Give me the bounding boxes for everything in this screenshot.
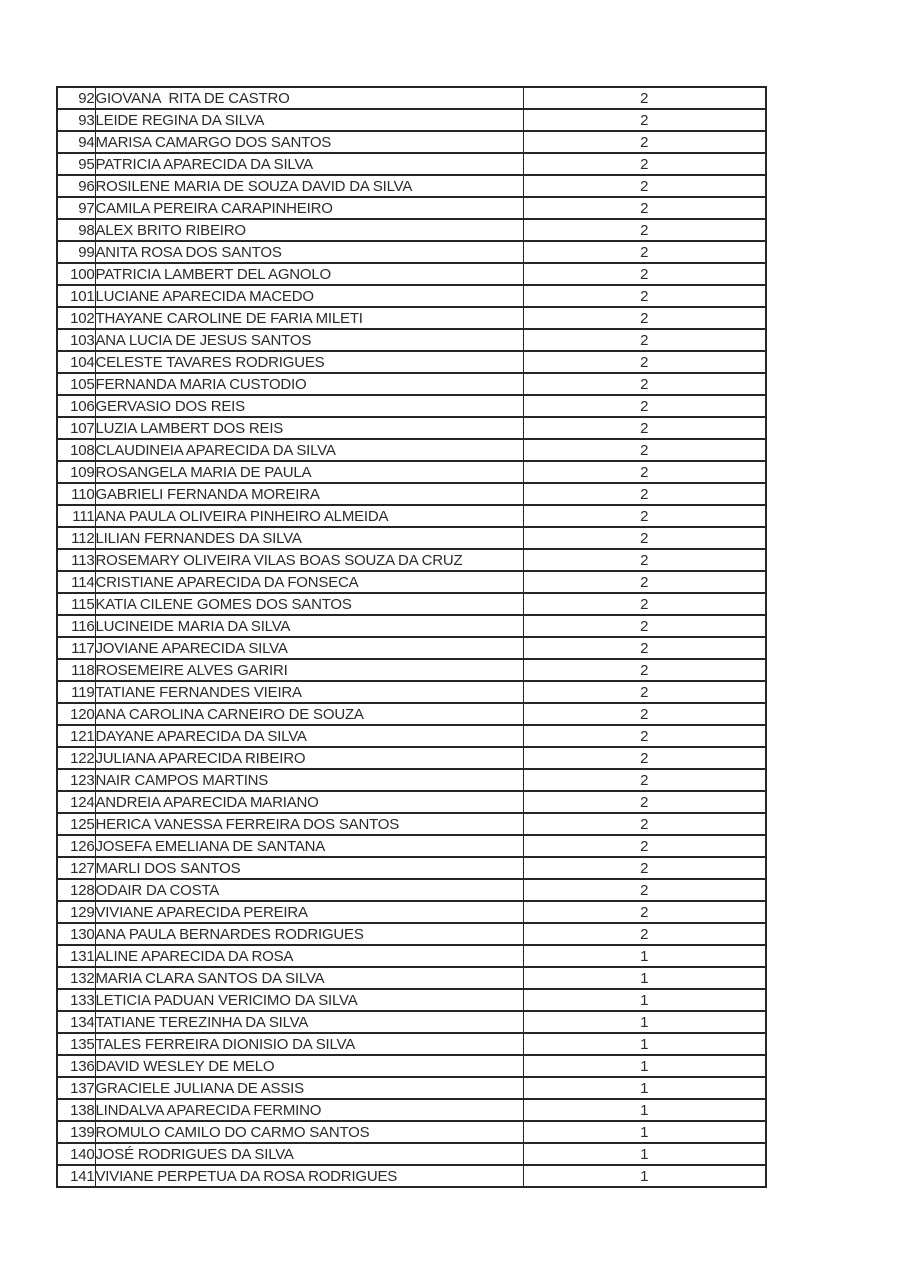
row-name-cell: MARISA CAMARGO DOS SANTOS — [95, 131, 523, 153]
row-number-cell: 105 — [57, 373, 95, 395]
table-row — [57, 791, 766, 813]
row-value-cell: 2 — [523, 395, 766, 417]
table-row — [57, 1099, 766, 1121]
row-value-cell: 1 — [523, 989, 766, 1011]
row-number-cell: 124 — [57, 791, 95, 813]
row-value-cell: 2 — [523, 593, 766, 615]
row-number-cell: 96 — [57, 175, 95, 197]
row-value-cell: 2 — [523, 351, 766, 373]
row-number-cell: 120 — [57, 703, 95, 725]
row-number-cell: 116 — [57, 615, 95, 637]
row-value-cell: 2 — [523, 461, 766, 483]
row-value-cell: 2 — [523, 505, 766, 527]
table-row — [57, 835, 766, 857]
row-number-cell: 99 — [57, 241, 95, 263]
row-number-cell: 103 — [57, 329, 95, 351]
row-name-cell: LUCINEIDE MARIA DA SILVA — [95, 615, 523, 637]
row-value-cell: 1 — [523, 967, 766, 989]
row-name-cell: CAMILA PEREIRA CARAPINHEIRO — [95, 197, 523, 219]
table-row — [57, 1165, 766, 1187]
table-row — [57, 197, 766, 219]
row-value-cell: 1 — [523, 1165, 766, 1187]
row-name-cell: HERICA VANESSA FERREIRA DOS SANTOS — [95, 813, 523, 835]
row-value-cell: 2 — [523, 197, 766, 219]
row-number-cell: 131 — [57, 945, 95, 967]
row-name-cell: LUCIANE APARECIDA MACEDO — [95, 285, 523, 307]
row-name-cell: PATRICIA LAMBERT DEL AGNOLO — [95, 263, 523, 285]
row-name-cell: TATIANE TEREZINHA DA SILVA — [95, 1011, 523, 1033]
table-row — [57, 395, 766, 417]
row-value-cell: 1 — [523, 1077, 766, 1099]
table-row — [57, 571, 766, 593]
row-value-cell: 2 — [523, 109, 766, 131]
row-number-cell: 102 — [57, 307, 95, 329]
table-row — [57, 329, 766, 351]
row-number-cell: 135 — [57, 1033, 95, 1055]
row-number-cell: 110 — [57, 483, 95, 505]
roster-table — [56, 86, 767, 1188]
row-value-cell: 2 — [523, 329, 766, 351]
row-value-cell: 2 — [523, 681, 766, 703]
table-row — [57, 1033, 766, 1055]
row-value-cell: 2 — [523, 901, 766, 923]
table-row — [57, 219, 766, 241]
row-name-cell: CRISTIANE APARECIDA DA FONSECA — [95, 571, 523, 593]
row-number-cell: 121 — [57, 725, 95, 747]
row-name-cell: CLAUDINEIA APARECIDA DA SILVA — [95, 439, 523, 461]
row-number-cell: 115 — [57, 593, 95, 615]
row-name-cell: MARLI DOS SANTOS — [95, 857, 523, 879]
row-name-cell: NAIR CAMPOS MARTINS — [95, 769, 523, 791]
row-number-cell: 112 — [57, 527, 95, 549]
table-row — [57, 703, 766, 725]
row-value-cell: 2 — [523, 153, 766, 175]
row-value-cell: 2 — [523, 219, 766, 241]
row-name-cell: ROSEMARY OLIVEIRA VILAS BOAS SOUZA DA CRUZ — [95, 549, 523, 571]
row-name-cell: JULIANA APARECIDA RIBEIRO — [95, 747, 523, 769]
table-row — [57, 989, 766, 1011]
row-number-cell: 139 — [57, 1121, 95, 1143]
table-row — [57, 1077, 766, 1099]
row-name-cell: JOVIANE APARECIDA SILVA — [95, 637, 523, 659]
table-row — [57, 505, 766, 527]
table-row — [57, 1011, 766, 1033]
row-name-cell: ANA CAROLINA CARNEIRO DE SOUZA — [95, 703, 523, 725]
row-number-cell: 100 — [57, 263, 95, 285]
row-name-cell: ROSANGELA MARIA DE PAULA — [95, 461, 523, 483]
table-row — [57, 417, 766, 439]
row-number-cell: 94 — [57, 131, 95, 153]
row-value-cell: 2 — [523, 923, 766, 945]
table-row — [57, 593, 766, 615]
row-name-cell: DAYANE APARECIDA DA SILVA — [95, 725, 523, 747]
table-row — [57, 637, 766, 659]
table-row — [57, 307, 766, 329]
row-value-cell: 2 — [523, 87, 766, 109]
row-number-cell: 123 — [57, 769, 95, 791]
table-row — [57, 857, 766, 879]
row-name-cell: ANA PAULA OLIVEIRA PINHEIRO ALMEIDA — [95, 505, 523, 527]
row-name-cell: FERNANDA MARIA CUSTODIO — [95, 373, 523, 395]
row-value-cell: 2 — [523, 813, 766, 835]
row-number-cell: 108 — [57, 439, 95, 461]
table-row — [57, 439, 766, 461]
table-row — [57, 813, 766, 835]
row-value-cell: 2 — [523, 373, 766, 395]
row-number-cell: 104 — [57, 351, 95, 373]
table-row — [57, 549, 766, 571]
row-name-cell: VIVIANE APARECIDA PEREIRA — [95, 901, 523, 923]
row-value-cell: 2 — [523, 879, 766, 901]
row-number-cell: 132 — [57, 967, 95, 989]
row-value-cell: 1 — [523, 1121, 766, 1143]
row-name-cell: GABRIELI FERNANDA MOREIRA — [95, 483, 523, 505]
row-value-cell: 2 — [523, 417, 766, 439]
row-name-cell: GRACIELE JULIANA DE ASSIS — [95, 1077, 523, 1099]
row-number-cell: 107 — [57, 417, 95, 439]
row-name-cell: VIVIANE PERPETUA DA ROSA RODRIGUES — [95, 1165, 523, 1187]
row-value-cell: 2 — [523, 439, 766, 461]
row-name-cell: LUZIA LAMBERT DOS REIS — [95, 417, 523, 439]
row-number-cell: 126 — [57, 835, 95, 857]
row-value-cell: 2 — [523, 175, 766, 197]
table-row — [57, 945, 766, 967]
table-row — [57, 901, 766, 923]
row-number-cell: 109 — [57, 461, 95, 483]
row-number-cell: 129 — [57, 901, 95, 923]
row-name-cell: THAYANE CAROLINE DE FARIA MILETI — [95, 307, 523, 329]
row-name-cell: JOSEFA EMELIANA DE SANTANA — [95, 835, 523, 857]
row-value-cell: 2 — [523, 703, 766, 725]
table-row — [57, 769, 766, 791]
row-name-cell: TATIANE FERNANDES VIEIRA — [95, 681, 523, 703]
row-value-cell: 1 — [523, 1099, 766, 1121]
table-row — [57, 373, 766, 395]
row-number-cell: 97 — [57, 197, 95, 219]
row-name-cell: ROMULO CAMILO DO CARMO SANTOS — [95, 1121, 523, 1143]
table-row — [57, 483, 766, 505]
table-row — [57, 109, 766, 131]
row-value-cell: 2 — [523, 791, 766, 813]
row-value-cell: 2 — [523, 659, 766, 681]
row-value-cell: 2 — [523, 285, 766, 307]
row-number-cell: 119 — [57, 681, 95, 703]
table-row — [57, 1143, 766, 1165]
table-row — [57, 263, 766, 285]
row-name-cell: GIOVANA RITA DE CASTRO — [95, 87, 523, 109]
roster-table-body — [57, 87, 766, 1187]
row-name-cell: LEIDE REGINA DA SILVA — [95, 109, 523, 131]
row-value-cell: 2 — [523, 769, 766, 791]
row-name-cell: ALEX BRITO RIBEIRO — [95, 219, 523, 241]
row-value-cell: 2 — [523, 571, 766, 593]
row-value-cell: 2 — [523, 307, 766, 329]
row-number-cell: 113 — [57, 549, 95, 571]
roster-sheet — [56, 86, 767, 1188]
row-name-cell: CELESTE TAVARES RODRIGUES — [95, 351, 523, 373]
row-value-cell: 2 — [523, 725, 766, 747]
row-number-cell: 137 — [57, 1077, 95, 1099]
row-value-cell: 2 — [523, 131, 766, 153]
table-row — [57, 879, 766, 901]
row-name-cell: ROSILENE MARIA DE SOUZA DAVID DA SILVA — [95, 175, 523, 197]
row-name-cell: LINDALVA APARECIDA FERMINO — [95, 1099, 523, 1121]
table-row — [57, 681, 766, 703]
row-name-cell: GERVASIO DOS REIS — [95, 395, 523, 417]
row-number-cell: 134 — [57, 1011, 95, 1033]
table-row — [57, 747, 766, 769]
table-row — [57, 87, 766, 109]
row-value-cell: 2 — [523, 637, 766, 659]
row-name-cell: ROSEMEIRE ALVES GARIRI — [95, 659, 523, 681]
table-row — [57, 967, 766, 989]
row-name-cell: ANA LUCIA DE JESUS SANTOS — [95, 329, 523, 351]
row-number-cell: 140 — [57, 1143, 95, 1165]
row-value-cell: 2 — [523, 857, 766, 879]
row-number-cell: 122 — [57, 747, 95, 769]
table-row — [57, 1055, 766, 1077]
row-number-cell: 101 — [57, 285, 95, 307]
row-name-cell: LILIAN FERNANDES DA SILVA — [95, 527, 523, 549]
table-row — [57, 285, 766, 307]
row-number-cell: 127 — [57, 857, 95, 879]
row-number-cell: 111 — [57, 505, 95, 527]
row-name-cell: JOSÉ RODRIGUES DA SILVA — [95, 1143, 523, 1165]
table-row — [57, 175, 766, 197]
row-number-cell: 128 — [57, 879, 95, 901]
table-row — [57, 1121, 766, 1143]
table-row — [57, 131, 766, 153]
row-number-cell: 95 — [57, 153, 95, 175]
row-name-cell: ANITA ROSA DOS SANTOS — [95, 241, 523, 263]
table-row — [57, 725, 766, 747]
row-name-cell: ANA PAULA BERNARDES RODRIGUES — [95, 923, 523, 945]
row-number-cell: 133 — [57, 989, 95, 1011]
row-name-cell: MARIA CLARA SANTOS DA SILVA — [95, 967, 523, 989]
row-name-cell: ODAIR DA COSTA — [95, 879, 523, 901]
row-value-cell: 2 — [523, 747, 766, 769]
row-value-cell: 2 — [523, 615, 766, 637]
row-value-cell: 2 — [523, 263, 766, 285]
row-number-cell: 114 — [57, 571, 95, 593]
row-value-cell: 2 — [523, 241, 766, 263]
row-name-cell: DAVID WESLEY DE MELO — [95, 1055, 523, 1077]
row-name-cell: ANDREIA APARECIDA MARIANO — [95, 791, 523, 813]
row-number-cell: 117 — [57, 637, 95, 659]
row-number-cell: 92 — [57, 87, 95, 109]
row-value-cell: 1 — [523, 945, 766, 967]
row-value-cell: 1 — [523, 1055, 766, 1077]
row-value-cell: 2 — [523, 835, 766, 857]
row-number-cell: 106 — [57, 395, 95, 417]
row-number-cell: 98 — [57, 219, 95, 241]
table-row — [57, 615, 766, 637]
row-name-cell: PATRICIA APARECIDA DA SILVA — [95, 153, 523, 175]
row-name-cell: TALES FERREIRA DIONISIO DA SILVA — [95, 1033, 523, 1055]
table-row — [57, 923, 766, 945]
table-row — [57, 659, 766, 681]
row-number-cell: 138 — [57, 1099, 95, 1121]
row-number-cell: 93 — [57, 109, 95, 131]
row-value-cell: 1 — [523, 1033, 766, 1055]
row-value-cell: 2 — [523, 549, 766, 571]
table-row — [57, 351, 766, 373]
row-value-cell: 1 — [523, 1011, 766, 1033]
row-name-cell: KATIA CILENE GOMES DOS SANTOS — [95, 593, 523, 615]
table-row — [57, 527, 766, 549]
table-row — [57, 241, 766, 263]
row-number-cell: 125 — [57, 813, 95, 835]
row-number-cell: 141 — [57, 1165, 95, 1187]
table-row — [57, 153, 766, 175]
row-number-cell: 136 — [57, 1055, 95, 1077]
row-value-cell: 2 — [523, 527, 766, 549]
row-name-cell: LETICIA PADUAN VERICIMO DA SILVA — [95, 989, 523, 1011]
row-value-cell: 2 — [523, 483, 766, 505]
row-value-cell: 1 — [523, 1143, 766, 1165]
row-number-cell: 130 — [57, 923, 95, 945]
table-row — [57, 461, 766, 483]
row-number-cell: 118 — [57, 659, 95, 681]
row-name-cell: ALINE APARECIDA DA ROSA — [95, 945, 523, 967]
